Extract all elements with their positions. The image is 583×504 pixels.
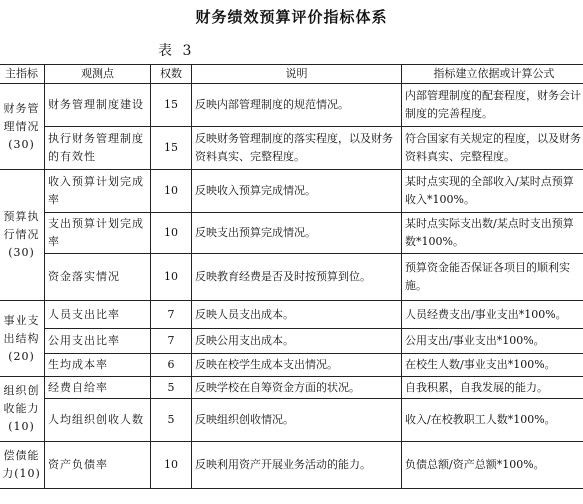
main-indicator-line: (10) [8,420,35,433]
header-description: 说明 [192,65,402,84]
observation-point: 经费自给率 [45,377,151,399]
observation-point: 支出预算计划完成率 [45,213,151,254]
weight-value: 15 [151,127,192,170]
description: 反映利用资产开展业务活动的能力。 [192,442,402,489]
observation-point: 生均成本率 [45,354,151,377]
main-indicator-line: 事业支 [3,313,40,327]
description: 反映学校在自筹资金方面的状况。 [192,377,402,399]
main-indicator-line: 财务管 [3,101,40,115]
description: 反映在校学生成本支出情况。 [192,354,402,377]
description: 反映人员支出成本。 [192,301,402,329]
description: 反映教育经费是否及时按预算到位。 [192,254,402,301]
table-row [0,301,583,329]
observation-point: 财务管理制度建设 [45,84,151,127]
main-indicator-line: 力(10) [2,467,41,480]
basis-formula: 收入/在校教职工人数*100%。 [402,399,583,442]
main-indicator-line: 行情况 [3,228,40,241]
weight-value: 6 [151,354,192,377]
header-main-indicator: 主指标 [0,65,45,84]
table-caption: 表 3 [158,43,195,59]
table-row [0,329,583,354]
description: 反映支出预算完成情况。 [192,213,402,254]
main-indicator-line: 偿债能 [3,449,40,462]
main-indicator-cell [0,442,45,489]
basis-formula: 在校生人数/事业支出*100%。 [402,354,583,377]
table-row [0,213,583,254]
header-weight: 权数 [151,65,192,84]
main-indicator-line: 出结构 [3,331,40,345]
table-row [0,127,583,170]
table-header-row [0,65,583,84]
table-row [0,442,583,489]
observation-point: 人员支出比率 [45,301,151,329]
weight-value: 10 [151,213,192,254]
main-indicator-cell [0,301,45,377]
description: 反映内部管理制度的规范情况。 [192,84,402,127]
main-indicator-line: 理情况 [3,119,40,133]
observation-point: 收入预算计划完成率 [45,170,151,213]
basis-formula: 人员经费支出/事业支出*100%。 [402,301,583,329]
indicator-table [0,64,583,489]
main-indicator-line: 组织创 [3,384,40,397]
main-indicator-line: 预算执 [3,210,40,223]
header-observation-point: 观测点 [45,65,151,84]
description: 反映组织创收情况。 [192,399,402,442]
description: 反映收入预算完成情况。 [192,170,402,213]
main-indicator-line: (20) [8,349,35,363]
weight-value: 7 [151,329,192,354]
observation-point: 人均组织创收人数 [45,399,151,442]
main-indicator-cell [0,170,45,301]
basis-formula: 自我积累，自我发展的能力。 [402,377,583,399]
main-indicator-line: (30) [8,137,35,151]
main-indicator-cell [0,84,45,170]
description: 反映公用支出成本。 [192,329,402,354]
main-indicator-line: (30) [8,246,35,259]
observation-point: 资金落实情况 [45,254,151,301]
document-title: 财务绩效预算评价指标体系 [195,8,388,26]
table-row [0,84,583,127]
weight-value: 10 [151,170,192,213]
basis-formula: 内部管理制度的配套程度，财务会计制度的完善程度。 [402,84,583,127]
weight-value: 10 [151,254,192,301]
weight-value: 15 [151,84,192,127]
table-row [0,354,583,377]
table-row [0,170,583,213]
basis-formula: 公用支出/事业支出*100%。 [402,329,583,354]
basis-formula: 预算资金能否保证各项目的顺利实施。 [402,254,583,301]
basis-formula: 某时点实现的全部收入/某时点预算收入*100%。 [402,170,583,213]
table-row [0,254,583,301]
basis-formula: 某时点实际支出数/某点时支出预算数*100%。 [402,213,583,254]
main-indicator-line: 收能力 [3,402,40,415]
observation-point: 执行财务管理制度的有效性 [45,127,151,170]
weight-value: 5 [151,399,192,442]
main-indicator-cell [0,377,45,442]
weight-value: 10 [151,442,192,489]
basis-formula: 负债总额/资产总额*100%。 [402,442,583,489]
header-basis-formula: 指标建立依据或计算公式 [402,65,583,84]
table-row [0,377,583,399]
weight-value: 5 [151,377,192,399]
observation-point: 资产负债率 [45,442,151,489]
observation-point: 公用支出比率 [45,329,151,354]
table-row [0,399,583,442]
weight-value: 7 [151,301,192,329]
description: 反映财务管理制度的落实程度，以及财务资料真实、完整程度。 [192,127,402,170]
basis-formula: 符合国家有关规定的程度，以及财务资料真实、完整程度。 [402,127,583,170]
